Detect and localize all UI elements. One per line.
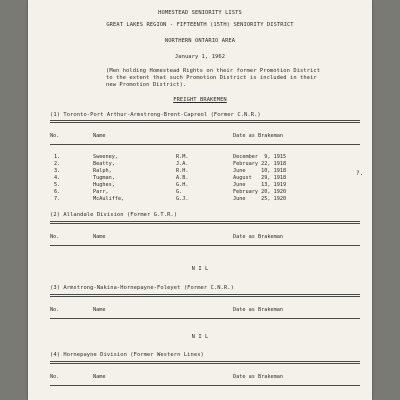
row-number: 2.: [54, 161, 61, 167]
margin-mark: ?.: [356, 170, 364, 177]
section-heading: (2) Allandale Division (Former G.T.R.): [50, 212, 178, 218]
row-date: February 20, 1920: [233, 189, 287, 195]
note-line: (Men holding Homestead Rights on their former Promotion District: [106, 68, 321, 74]
divider: [50, 122, 360, 123]
divider: [50, 296, 360, 297]
divider: [50, 245, 360, 246]
row-date: June 25, 1920: [233, 196, 287, 202]
nil-entry: N I L: [191, 266, 209, 272]
row-surname: McAuliffe,: [93, 196, 125, 202]
column-header-no: No.: [50, 374, 60, 380]
row-number: 5.: [54, 182, 61, 188]
row-surname: Ralph,: [93, 168, 112, 174]
row-surname: Hughes,: [93, 182, 115, 188]
divider: [50, 120, 360, 121]
column-header-date: Date as Brakeman: [233, 133, 283, 139]
section-heading: (3) Armstrong-Nakina-Hornepayne-Foleyet (Former C.N.R.): [50, 285, 234, 291]
column-header-no: No.: [50, 307, 60, 313]
divider: [50, 363, 360, 364]
row-date: June 13, 1919: [233, 182, 287, 188]
row-initials: R.M.: [176, 154, 189, 160]
row-initials: A.B.: [176, 175, 189, 181]
column-header-date: Date as Brakeman: [233, 374, 283, 380]
section-heading: (1) Toronto-Port Arthur-Armstrong-Brent-Capreol (Former C.N.R.): [50, 112, 261, 118]
row-surname: Sweeney,: [93, 154, 118, 160]
row-initials: G.J.: [176, 196, 189, 202]
divider: [50, 223, 360, 224]
category-heading: FREIGHT BRAKEMEN: [173, 97, 227, 103]
column-header-date: Date as Brakeman: [233, 307, 283, 313]
divider: [50, 361, 360, 362]
row-date: June 10, 1918: [233, 168, 287, 174]
row-number: 4.: [54, 175, 61, 181]
region-heading: GREAT LAKES REGION - FIFTEENTH (15TH) SENIORITY DISTRICT: [106, 22, 294, 28]
row-date: August 29, 1918: [233, 175, 287, 181]
list-date: January 1, 1962: [174, 54, 226, 60]
divider: [50, 294, 360, 295]
row-number: 7.: [54, 196, 61, 202]
row-surname: Beatty,: [93, 161, 115, 167]
row-number: 1.: [54, 154, 61, 160]
row-number: 3.: [54, 168, 61, 174]
column-header-name: Name: [93, 374, 106, 380]
note-line: new Promotion District).: [106, 82, 187, 88]
row-initials: G.H.: [176, 182, 189, 188]
row-surname: Parr,: [93, 189, 109, 195]
column-header-no: No.: [50, 133, 60, 139]
column-header-name: Name: [93, 133, 106, 139]
nil-entry: N I L: [191, 334, 209, 340]
row-initials: G.: [176, 189, 183, 195]
section-heading: (4) Hornepayne Division (Former Western Lines): [50, 352, 204, 358]
column-header-no: No.: [50, 234, 60, 240]
area-heading: NORTHERN ONTARIO AREA: [164, 38, 236, 44]
row-initials: J.A.: [176, 161, 189, 167]
document-page: [28, 0, 372, 400]
column-header-name: Name: [93, 234, 106, 240]
divider: [50, 144, 360, 145]
row-date: February 22, 1918: [233, 161, 287, 167]
divider: [50, 221, 360, 222]
column-header-date: Date as Brakeman: [233, 234, 283, 240]
divider: [50, 318, 360, 319]
column-header-name: Name: [93, 307, 106, 313]
row-date: December 9, 1915: [233, 154, 287, 160]
document-title: HOMESTEAD SENIORITY LISTS: [158, 10, 242, 16]
row-surname: Tugman,: [93, 175, 115, 181]
note-line: to the extent that such Promotion District is included in their: [106, 75, 317, 81]
row-number: 6.: [54, 189, 61, 195]
row-initials: R.H.: [176, 168, 189, 174]
divider: [50, 385, 360, 386]
